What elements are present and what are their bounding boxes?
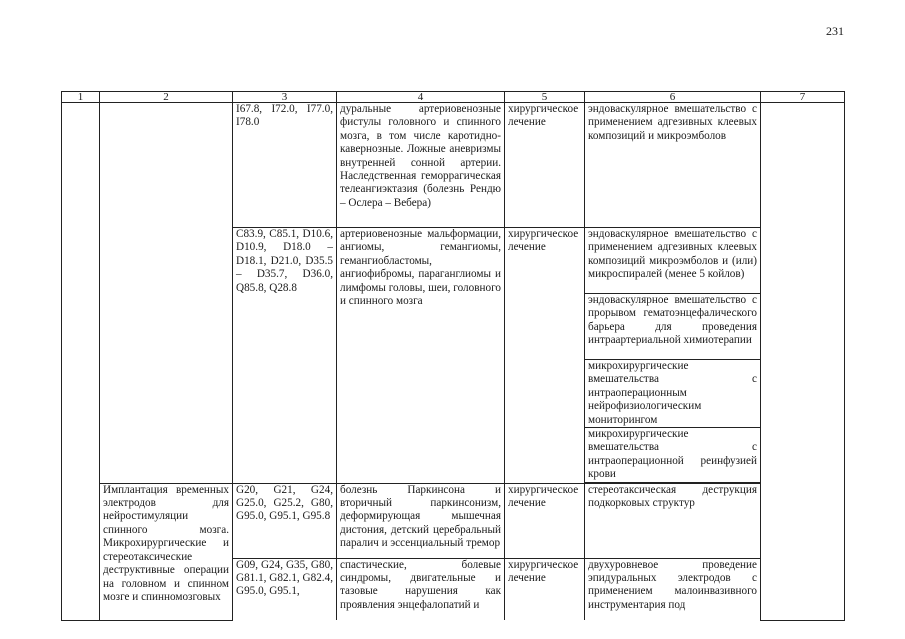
column-number: 4 — [337, 92, 505, 103]
disease-model-cell: спастические, болевые синдромы, двигательные и тазовые нарушения как проявления энцефалопатий и — [337, 558, 505, 620]
treatment-type-cell: хирургическое лечение — [505, 558, 585, 620]
icd-codes-cell: C83.9, C85.1, D10.6, D10.9, D18.0 – D18.1, D21.0, D35.5 – D35.7, D36.0, Q85.8, Q28.8 — [233, 228, 337, 484]
treatment-method-cell: микрохирургические вмешательства с интраоперационной реинфузией крови — [585, 428, 761, 483]
disease-model-cell: артериовенозные мальформации, ангиомы, гемангиомы, гемангиобластомы, ангиофибромы, параганглиомы и лимфомы головы, шеи, головного и спинного мозга — [337, 228, 505, 484]
disease-model-cell: болезнь Паркинсона и вторичный паркинсонизм, деформирующая мышечная дистония, детский церебральный паралич и эссенциальный тремор — [337, 483, 505, 558]
col1-cell — [62, 103, 100, 621]
treatment-method-cell: стереотаксическая деструкция подкорковых структур — [585, 483, 761, 558]
intervention-name-cell: Имплантация временных электродов для нейростимуляции спинного мозга. Микрохирургические и стереотаксические деструктивные операции на головном и спинном мозге и спинномозговых — [100, 483, 233, 620]
table-row — [62, 103, 845, 228]
disease-model-cell: дуральные артериовенозные фистулы головного и спинного мозга, в том числе каротидно-кавернозные. Ложные аневризмы внутренней сонной артерии. Наследственная геморрагическая телеангиэктазия (болезнь Рендю – Ослера – Вебера) — [337, 103, 505, 228]
medical-care-table — [61, 91, 845, 621]
treatment-method-cell: микрохирургические вмешательства с интраоперационным нейрофизиологическим мониторингом — [585, 360, 761, 428]
treatment-type-cell: хирургическое лечение — [505, 228, 585, 484]
column-number-row — [62, 92, 845, 103]
treatment-type-cell: хирургическое лечение — [505, 103, 585, 228]
page-number: 231 — [826, 24, 844, 38]
icd-codes-cell: G09, G24, G35, G80, G81.1, G82.1, G82.4, G95.0, G95.1, — [233, 558, 337, 620]
column-number: 7 — [761, 92, 845, 103]
column-number: 3 — [233, 92, 337, 103]
column-number: 6 — [585, 92, 761, 103]
icd-codes-cell: I67.8, I72.0, I77.0, I78.0 — [233, 103, 337, 228]
table-row — [62, 483, 845, 558]
treatment-method-cell: эндоваскулярное вмешательство с применением адгезивных клеевых композиций и микроэмболов — [585, 103, 761, 228]
treatment-method-cell: двухуровневое проведение эпидуральных электродов с применением малоинвазивного инструментария под — [585, 558, 761, 620]
intervention-name-cell — [100, 103, 233, 484]
icd-codes-cell: G20, G21, G24, G25.0, G25.2, G80, G95.0, G95.1, G95.8 — [233, 483, 337, 558]
column-number: 2 — [100, 92, 233, 103]
treatment-method-cell: эндоваскулярное вмешательство с применением адгезивных клеевых композиций микроэмболов и (или) микроспиралей (менее 5 койлов) — [585, 228, 761, 294]
col7-cell — [761, 103, 845, 621]
treatment-method-cell: эндоваскулярное вмешательство с прорывом гематоэнцефалического барьера для проведения интраартериальной химиотерапии — [585, 294, 761, 360]
column-number: 1 — [62, 92, 100, 103]
column-number: 5 — [505, 92, 585, 103]
treatment-type-cell: хирургическое лечение — [505, 483, 585, 558]
